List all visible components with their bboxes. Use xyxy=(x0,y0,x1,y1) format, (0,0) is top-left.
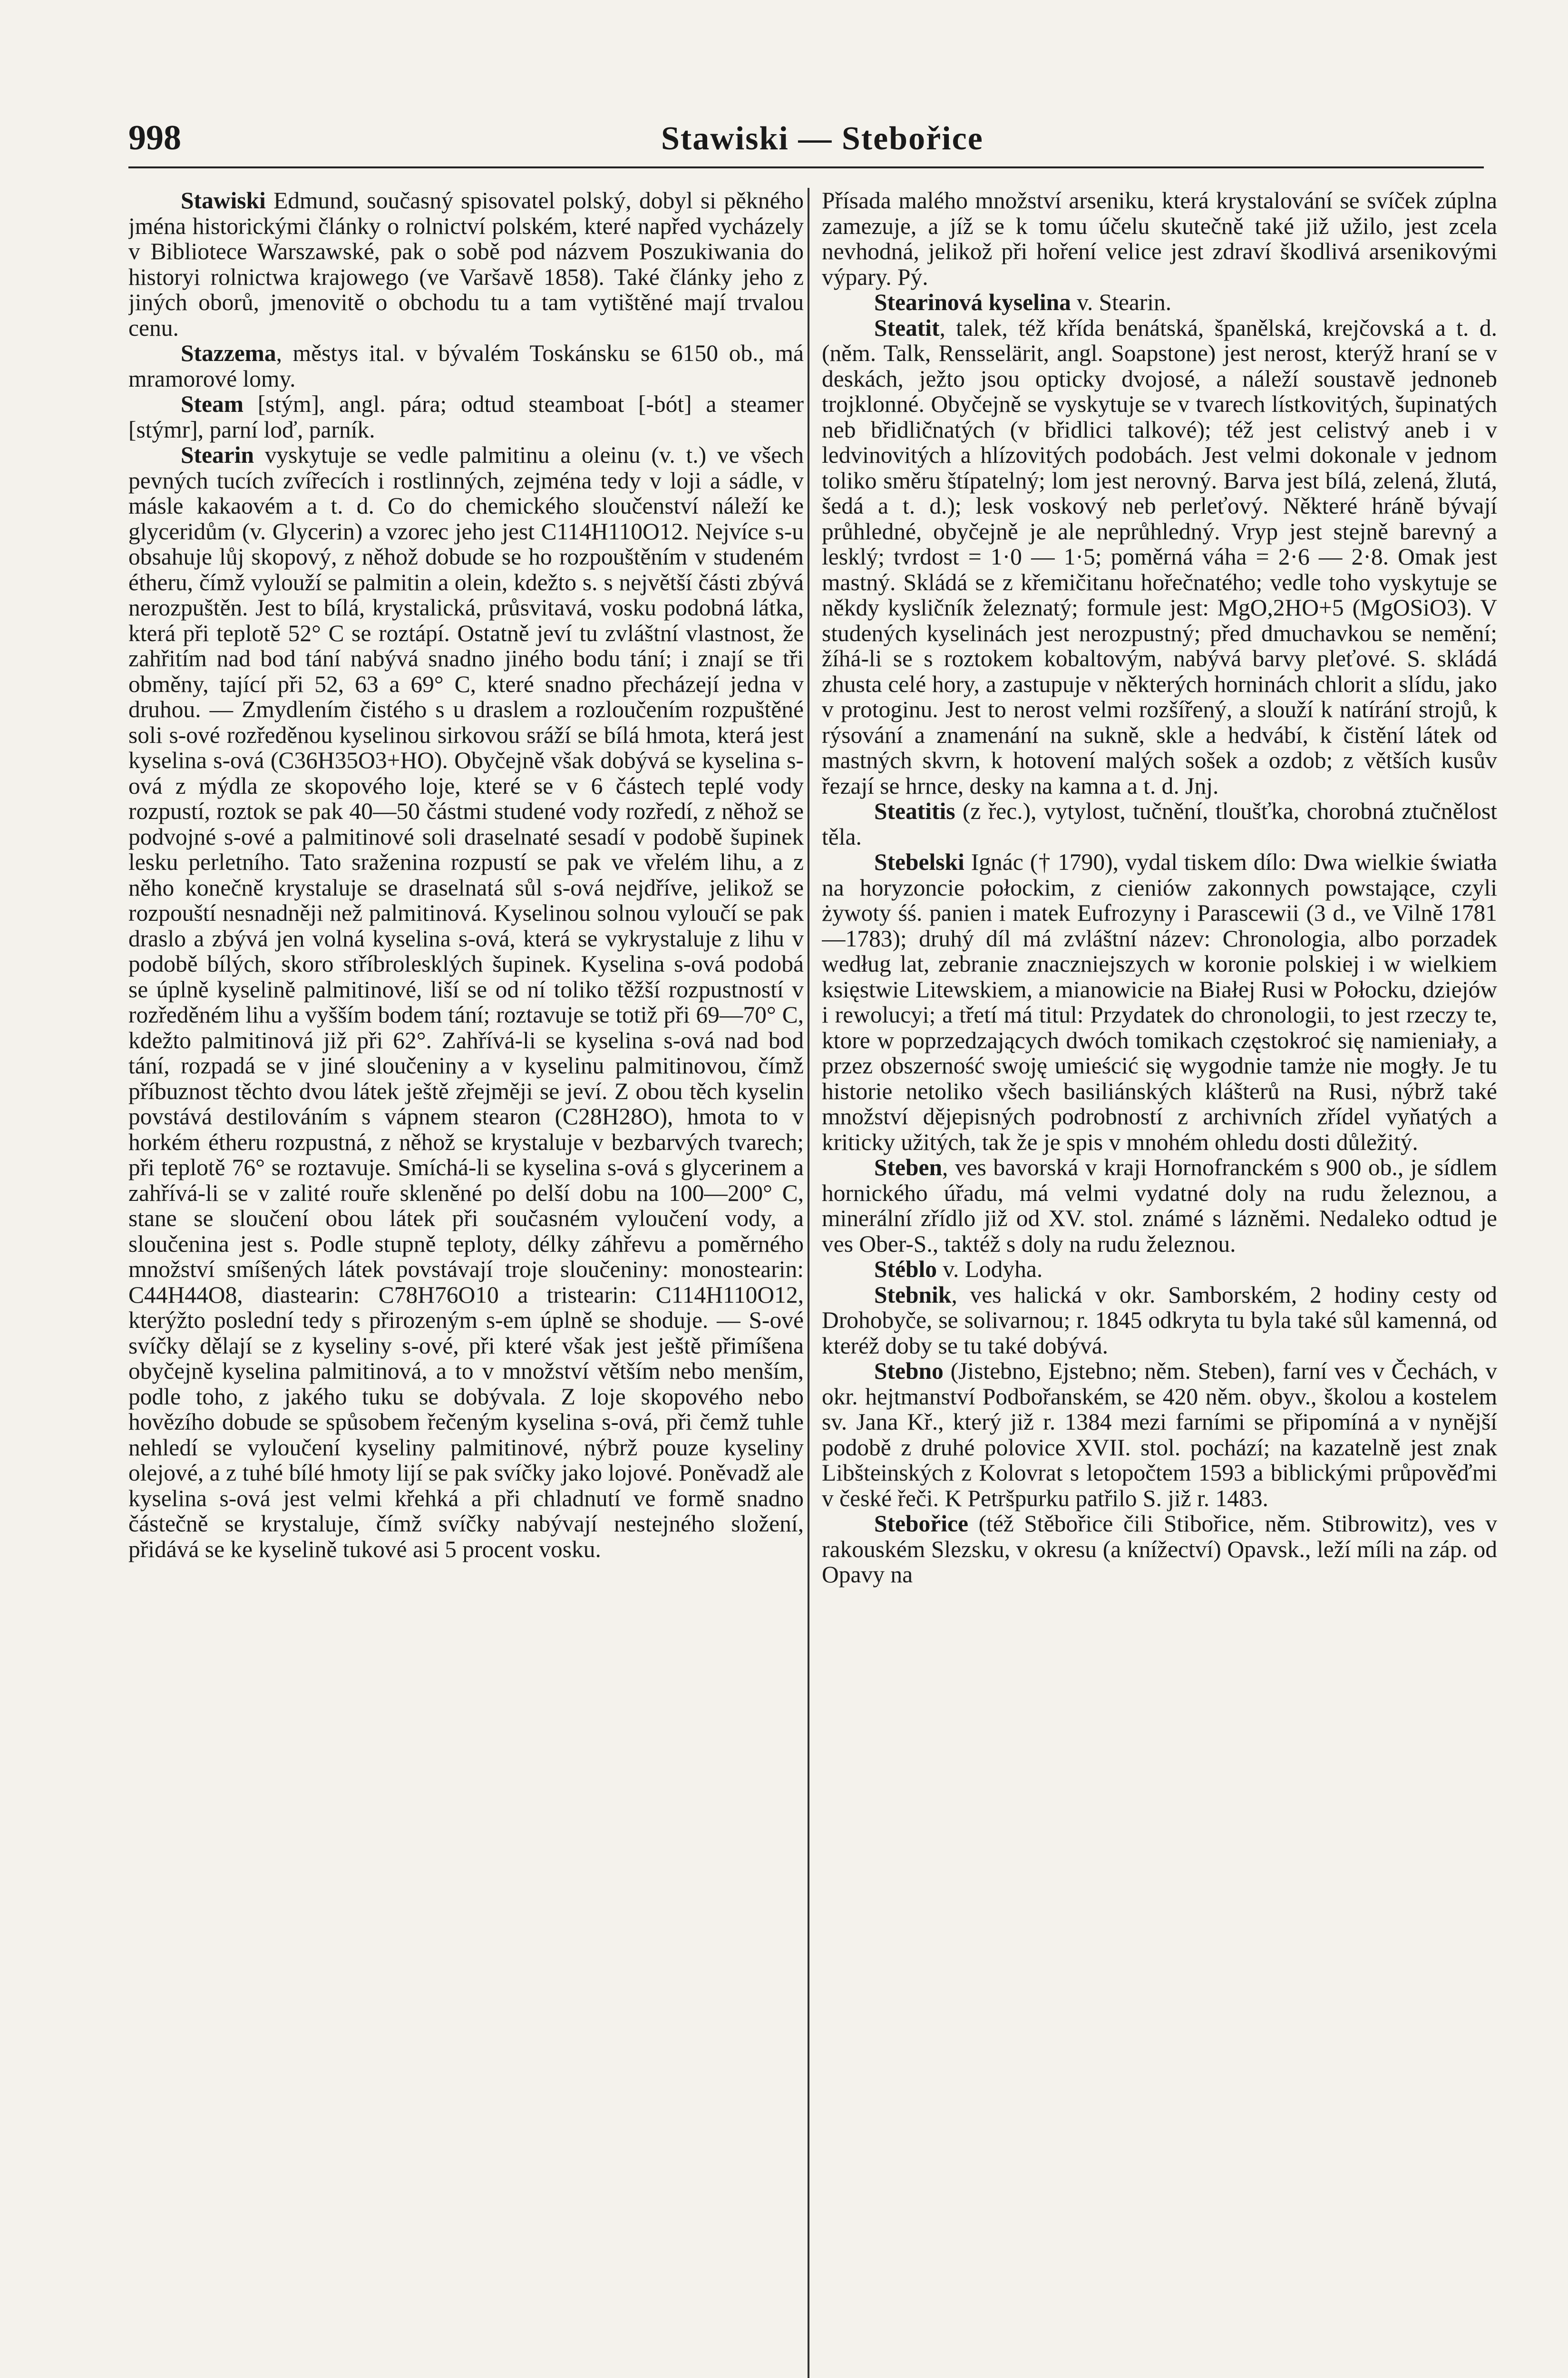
entry-text: (Jistebno, Ejstebno; něm. Steben), farní ves v Čechách, v okr. hejtmanství Podbořanském, se 420 něm. obyv., školou a kostelem sv. Jana Kř., který již r. 1384 mezi farními se připomíná a v nynější podobě z druhé polovice XVII. stol. pochází; na kazatelně jest znak Libšteinských z Kolovrat s letopočtem 1593 a biblickými průpověďmi v české řeči. K Petršpurku patřilo S. již r. 1483. xyxy=(822,1358,1497,1511)
entry xyxy=(822,1155,1497,1257)
entry-headword: Stawiski xyxy=(181,188,266,214)
entry-headword: Stearinová kyselina xyxy=(874,289,1071,315)
entry xyxy=(822,1511,1497,1588)
header-rule xyxy=(128,166,1484,168)
entry-text: , městys ital. v bývalém Toskánsku se 6150 ob., má mramorové lomy. xyxy=(128,340,804,392)
entry-headword: Steatit xyxy=(874,314,940,341)
entry-headword: Stebořice xyxy=(874,1511,968,1537)
entry-text: , ves halická v okr. Samborském, 2 hodiny cesty od Drohobyče, se solivarnou; r. 1845 odkryta tu byla také sůl kamenná, od kteréž doby se tu také dobývá. xyxy=(822,1281,1497,1359)
entry xyxy=(128,188,804,341)
entry-headword: Stearin xyxy=(181,442,254,468)
entry-headword: Stebno xyxy=(874,1358,944,1384)
entry xyxy=(822,1282,1497,1359)
column-divider xyxy=(808,188,809,2378)
entry-text: v. Lodyha. xyxy=(937,1256,1043,1282)
page-header xyxy=(128,118,1484,170)
entry xyxy=(822,1257,1497,1282)
entry-text: Přísada malého množství arseniku, která krystalování se svíček zúplna zamezuje, a jíž se k tomu účelu skutečně také již užilo, jest zcela nevhodná, jelikož při hoření velice jest zdraví škodlivá arsenikovými výpary. Pý. xyxy=(822,188,1497,290)
entry xyxy=(822,315,1497,799)
page-number: 998 xyxy=(128,118,181,157)
entry-headword: Stéblo xyxy=(874,1256,937,1282)
entry-headword: Stebnik xyxy=(874,1281,952,1308)
entry xyxy=(128,391,804,442)
entry xyxy=(822,849,1497,1155)
entry-headword: Steben xyxy=(874,1154,943,1180)
entry-headword: Steam xyxy=(181,391,243,417)
entry-continuation xyxy=(822,188,1497,290)
entry xyxy=(128,341,804,391)
entry-text: Ignác († 1790), vydal tiskem dílo: Dwa wielkie światła na horyzoncie połockim, z cieniów zakonnych powstające, czyli żywoty śś. panien i matek Eufrozyny i Parascewii (3 d., ve Vilně 1781—1783); druhý díl má zvláštní název: Chronologia, albo porzadek według lat, zebranie znaczniejszych w koronie polskiej i w wielkiem księstwie Litewskiem, a mianowicie na Białej Rusi w Połocku, dziejów i rewolucyi; a třetí má titul: Przydatek do chronologii, to jest rzeczy te, ktore w poprzedzających dwóch tomikach częstokroć się namieniały, a przez obszerność swoję umieścić się wygodnie tamże nie mogły. Je tu historie netoliko všech basiliánských klášterů na Rusi, nýbrž také množství dějepisných podrobností z archivních zřídel vyňatých a kriticky užitých, tak že je spis v mnohém ohledu dosti důležitý. xyxy=(822,849,1497,1155)
entry xyxy=(822,799,1497,849)
entry-text: , ves bavorská v kraji Hornofranckém s 900 ob., je sídlem hornického úřadu, má velmi vydatné doly na rudu železnou, a minerální zřídlo již od XV. stol. známé s lázněmi. Nedaleko odtud je ves Ober-S., taktéž s doly na rudu železnou. xyxy=(822,1154,1497,1257)
entry xyxy=(128,442,804,1562)
entry-text: vyskytuje se vedle palmitinu a oleinu (v. t.) ve všech pevných tucích zvířecích i rostlinných, zejména tedy v loji a sádle, v másle kakaovém a t. d. Co do chemického sloučenství náleží ke glyceridům (v. Glycerin) a vzorec jeho jest C114H110O12. Nejvíce s-u obsahuje lůj skopový, z něhož dobude se ho rozpouštěním v studeném étheru, čímž vylouží se palmitin a olein, kdežto s. s největší části zbývá nerozpuštěn. Jest to bílá, krystalická, průsvitavá, vosku podobná látka, která při teplotě 52° C se roztápí. Ostatně jeví tu zvláštní vlastnost, že zahřitím nad bod tání nabývá snadno jiného bodu tání; i znají se tři obměny, tající při 52, 63 a 69° C, které snadno přecházejí jedna v druhou. — Zmydlením čistého s u draslem a rozloučením rozpuštěné soli s-ové rozředěnou kyselinou sirkovou sráží se bílá hmota, která jest kyselina s-ová (C36H35O3+HO). Obyčejně však dobývá se kyselina s-ová z mýdla ze skopového loje, které se v 6 částech teplé vody rozpustí, roztok se pak 40—50 částmi studené vody rozředí, z něhož se podvojné s-ové a palmitinové soli draselnaté sesadí v podobě šupinek lesku perletního. Tato sraženina rozpustí se pak ve vřelém lihu, a z něho konečně krystaluje se draselnatá sůl s-ová nejdříve, jelikož se rozpouští nesnadněji než palmitinová. Kyselinou solnou vyloučí se pak draslo a zbývá jen volná kyselina s-ová, která se vykrystaluje z lihu v podobě bílých, skoro stříbrolesklých šupinek. Kyselina s-ová podobá se úplně kyselině palmitinové, liší se od ní toliko těžší rozpustností v rozředěném lihu a vyšším bodem tání; roztavuje se totiž při 69—70° C, kdežto palmitinová již při 62°. Zahřívá-li se kyselina s-ová nad bod tání, rozpadá se v jiné sloučeniny a v kyselinu palmitinovou, čímž příbuznost těchto dvou látek ještě zřejměji se jeví. Z obou těch kyselin povstává destilováním s vápnem stearon (C28H28O), hmota to v horkém étheru rozpustná, z něhož se krystaluje v bezbarvých tvarech; při teplotě 76° se roztavuje. Smíchá-li se kyselina s-ová s glycerinem a zahřívá-li se v zalité rouře skleněné po delší dobu na 100—200° C, stane se sloučení obou látek při současném vyloučení vody, a sloučenina jest s. Podle stupně teploty, délky záhřevu a poměrného množství smíšených látek povstávají troje sloučeniny: monostearin: C44H44O8, diastearin: C78H76O10 a tristearin: C114H110O12, kterýžto poslední tedy s přirozeným s-em úplně se shoduje. — S-ové svíčky dělají se z kyseliny s-ové, při které však jest ještě přimíšena obyčejně kyselina palmitinová, a to v množství větším nebo menším, podle toho, z jakého tuku se dobývala. Z loje skopového nebo hovězího dobude se spůsobem řečeným kyselina s-ová, při čemž tuhle nehledí se vyloučení kyseliny palmitinové, nýbrž pouze kyseliny olejové, a z tuhé bílé hmoty lijí se pak svíčky jako lojové. Poněvadž ale kyselina s-ová jest velmi křehká a při chladnutí ve formě snadno částečně se krystaluje, čímž svíčky nabývají nestejného složení, přidává se ke kyselině tukové asi 5 procent vosku. xyxy=(128,442,804,1562)
entry xyxy=(822,290,1497,315)
entry-text: (též Stěbořice čili Stibořice, něm. Stibrowitz), ves v rakouském Slezsku, v okresu (a knížectví) Opavsk., leží míli na záp. od Opavy na xyxy=(822,1511,1497,1588)
entry-text: [stým], angl. pára; odtud steamboat [-bót] a steamer [stýmr], parní loď, parník. xyxy=(128,391,804,443)
entry-headword: Stebelski xyxy=(874,849,964,875)
entry-text: Edmund, současný spisovatel polský, dobyl si pěkného jména historickými články o rolnictví polském, které napřed vycházely v Bibliotece Warszawské, pak o sobě pod názvem Poszukiwania do historyi rolnictwa krajowego (ve Varšavě 1858). Také články jeho z jiných oborů, jmenovitě o obchodu tu a tam vytištěné mají trvalou cenu. xyxy=(128,188,804,341)
right-column xyxy=(822,188,1497,2378)
entry-text: , talek, též křída benátská, španělská, krejčovská a t. d. (něm. Talk, Rensselärit, angl. Soapstone) jest nerost, kterýž hraní se v deskách, ježto jsou opticky dvojosé, a náleží soustavě jednoneb trojklonné. Obyčejně se vyskytuje se v tvarech lístkovitých, šupinatých neb břidličnatých (v břidlici talkové); též jest celistvý aneb i v ledvinovitých a hlízovitých podobách. Jest velmi dokonale v jednom toliko směru štípatelný; lom jest nerovný. Barva jest bílá, zelená, žlutá, šedá a t. d.); lesk voskový neb perleťový. Některé hráně bývají průhledné, obyčejně je ale neprůhledný. Vryp jest stejně barevný a lesklý; tvrdost = 1·0 — 1·5; poměrná váha = 2·6 — 2·8. Omak jest mastný. Skládá se z křemičitanu hořečnatého; vedle toho vyskytuje se někdy kysličník železnatý; formule jest: MgO,2HO+5 (MgOSiO3). V studených kyselinách jest nerozpustný; před dmuchavkou se nemění; žíhá-li se s roztokem kobaltovým, nabývá barvy pleťové. S. skládá zhusta celé hory, a zastupuje v některých horninách chlorit a slídu, jako v protoginu. Jest to nerost velmi rozšířený, a slouží k natírání strojů, k rýsování a znamenání na sukně, skle a hedvábí, k čistění látek od mastných skvrn, k hotovení malých sošek a ozdob; z větších kusův řezají se hrnce, desky na kamna a t. d. Jnj. xyxy=(822,314,1497,799)
entry-headword: Steatitis xyxy=(874,798,955,824)
entry xyxy=(822,1358,1497,1511)
left-column xyxy=(128,188,804,2378)
entry-text: (z řec.), vytylost, tučnění, tloušťka, chorobná ztučnělost těla. xyxy=(822,798,1497,850)
entry-text: v. Stearin. xyxy=(1071,289,1172,315)
running-title: Stawiski — Stebořice xyxy=(661,120,984,157)
entry-headword: Stazzema xyxy=(181,340,276,366)
